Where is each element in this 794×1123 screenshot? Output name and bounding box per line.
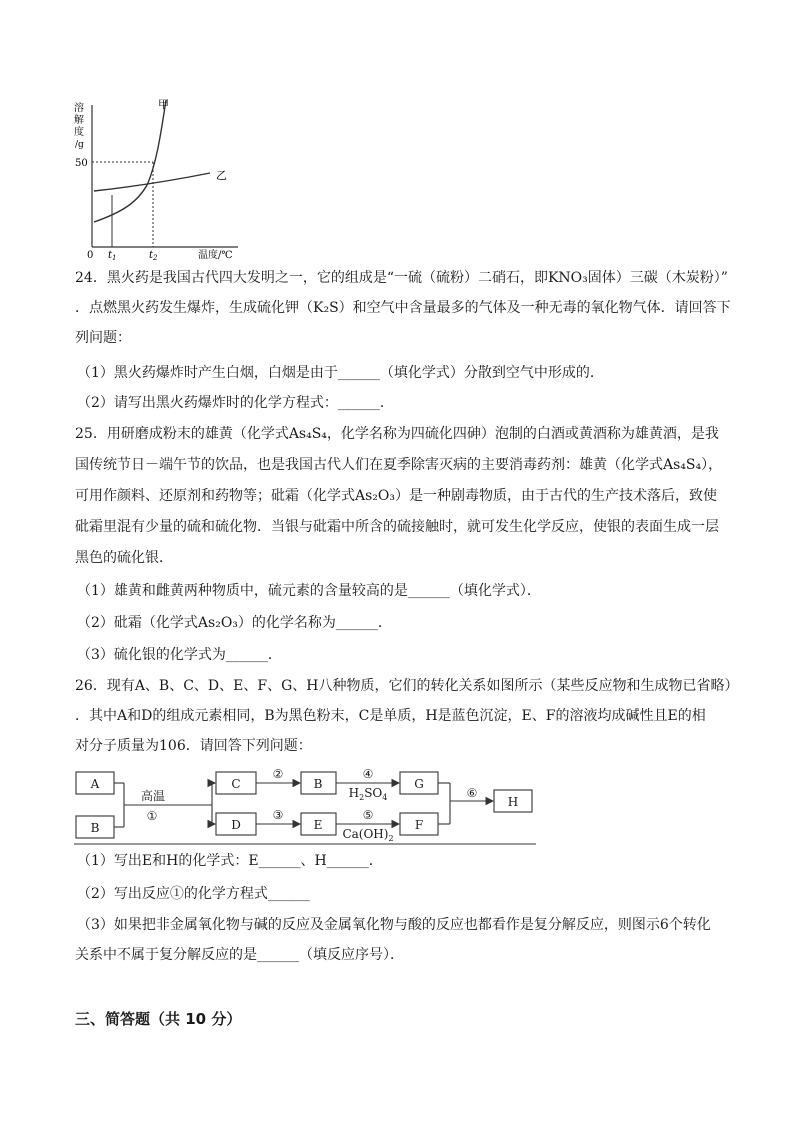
q24-line3: 列问题：: [75, 330, 131, 346]
q25-sub1: （1）雄黄和雌黄两种物质中，硫元素的含量较高的是______（填化学式）．: [77, 583, 541, 599]
box-f-label: F: [414, 818, 424, 832]
q26-line3: 对分子质量为106．请回答下列问题：: [75, 738, 312, 754]
origin-label: 0: [87, 250, 94, 260]
box-b-label: B: [90, 821, 100, 835]
cond-high-temp: 高温: [140, 789, 166, 803]
reagent-h2so4: $H_2SO_4$: [348, 786, 388, 802]
q26-sub2: （2）写出反应①的化学方程式______: [77, 886, 310, 902]
box-d-label: D: [231, 818, 241, 832]
y-label-2: 解: [74, 115, 84, 126]
y-label-3: 度: [74, 127, 84, 138]
curve-jia: [94, 100, 166, 222]
reagent-caoh2: $Ca(OH)_2$: [342, 827, 394, 843]
box-g-label: G: [414, 777, 424, 791]
q25-line1: 25．用研磨成粉末的雄黄（化学式As₄S₄，化学名称为四硫化四砷）泡制的白酒或黄酒称为雄黄酒，是我: [75, 426, 719, 442]
q25-sub2: （2）砒霜（化学式As₂O₃）的化学名称为______．: [77, 615, 392, 631]
curve-jia-label: 甲: [158, 98, 169, 111]
reaction-flowchart: [72, 764, 542, 846]
q25-line2: 国传统节日－端午节的饮品，也是我国古代人们在夏季除害灭病的主要消毒药剂：雄黄（化学式As₄S₄），: [75, 457, 723, 473]
q26-line2: ．其中A和D的组成元素相同，B为黑色粉末，C是单质，H是蓝色沉淀，E、F的溶液均成碱性且E的相: [75, 708, 706, 724]
q25-line4: 砒霜里混有少量的硫和硫化物．当银与砒霜中所含的硫接触时，就可发生化学反应，使银的表面生成一层: [75, 519, 719, 535]
q25-line5: 黑色的硫化银．: [75, 550, 173, 566]
q25-sub3: （3）硫化银的化学式为______．: [77, 647, 282, 663]
box-h-label: H: [507, 795, 519, 809]
q24-sub2: （2）请写出黑火药爆炸时的化学方程式：______．: [77, 395, 394, 411]
step-4: ④: [362, 767, 374, 781]
solubility-graph: [70, 95, 240, 260]
box-a-label: A: [90, 777, 100, 791]
y-label-1: 溶: [74, 103, 84, 114]
step-6: ⑥: [466, 786, 478, 800]
q26-line1: 26．现有A、B、C、D、E、F、G、H八种物质，它们的转化关系如图所示（某些反应物和生成物已省略）: [75, 678, 739, 694]
box-b2-label: B: [313, 777, 323, 791]
section-3-title: 三、简答题（共 10 分）: [75, 1010, 242, 1028]
step-3: ③: [272, 808, 284, 822]
curve-yi: [94, 173, 210, 191]
step-2: ②: [272, 767, 284, 781]
box-c-label: C: [231, 777, 241, 791]
q24-line1: 24．黑火药是我国古代四大发明之一，它的组成是“一硫（硫粉）二硝石，即KNO₃固体）三碳（木炭粉）”: [75, 270, 728, 286]
box-e-label: E: [313, 818, 323, 832]
q26-sub1: （1）写出E和H的化学式：E______、H______．: [77, 853, 383, 869]
x-tick-t1: $t_1$: [108, 250, 117, 260]
x-tick-t2: $t_2$: [149, 250, 158, 260]
y-unit: /g: [75, 140, 84, 150]
step-1: ①: [146, 809, 158, 823]
q24-sub1: （1）黑火药爆炸时产生白烟，白烟是由于______（填化学式）分散到空气中形成的．: [77, 365, 604, 381]
q24-line2: ．点燃黑火药发生爆炸，生成硫化钾（K₂S）和空气中含量最多的气体及一种无毒的氧化物气体．请回答下: [75, 300, 731, 316]
y-tick-50: 50: [75, 158, 88, 169]
q25-line3: 可用作颜料、还原剂和药物等；砒霜（化学式As₂O₃）是一种剧毒物质，由于古代的生产技术落后，致使: [75, 488, 717, 504]
x-label: 温度/℃: [198, 250, 233, 260]
step-5: ⑤: [362, 808, 374, 822]
q26-sub3-line1: （3）如果把非金属氧化物与碱的反应及金属氧化物与酸的反应也都看作是复分解反应，则图示6个转化: [77, 917, 711, 933]
curve-yi-label: 乙: [216, 169, 227, 182]
q26-sub3-line2: 关系中不属于复分解反应的是______（填反应序号）．: [75, 947, 404, 963]
